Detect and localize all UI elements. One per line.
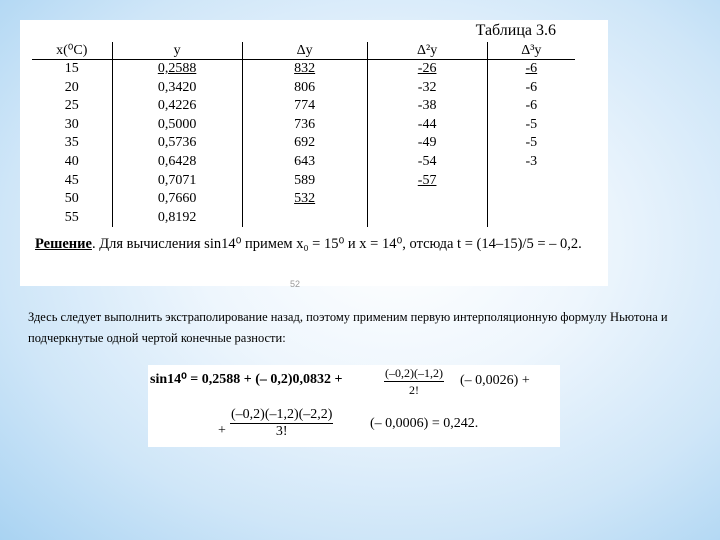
table-row [32, 79, 575, 98]
table-cell: -57 [367, 172, 487, 191]
fraction-1-denominator: 2! [408, 383, 419, 397]
table-cell: 643 [242, 153, 367, 172]
table-cell: -38 [367, 97, 487, 116]
differences-table [32, 42, 575, 227]
solution-body: . Для вычисления sin14⁰ примем x₀ = 15⁰ и x = 14⁰, отсюда t = (14–15)/5 = – 0,2. [91, 236, 582, 252]
table-cell: 0,3420 [112, 79, 242, 98]
table-cell: 0,5000 [112, 116, 242, 135]
table-cell: 30 [64, 116, 79, 132]
table-cell: 0,4226 [112, 97, 242, 116]
table-cell: 20 [64, 79, 79, 95]
solution-text [35, 233, 595, 255]
formula-fraction-1 [384, 365, 444, 398]
table-cell [367, 209, 487, 228]
solution-heading: Решение [35, 236, 92, 252]
page-number: 52 [290, 279, 301, 289]
table-cell: 50 [64, 191, 79, 207]
table-cell: -6 [487, 79, 575, 98]
table-cell: -32 [367, 79, 487, 98]
table-cell: -44 [367, 116, 487, 135]
table-cell [242, 209, 367, 228]
table-cell [487, 190, 575, 209]
fraction-2-denominator: 3! [275, 424, 288, 439]
header-x: x(⁰C) [32, 42, 112, 60]
formula-fraction-2 [230, 407, 333, 440]
header-d3y: Δ³y [487, 42, 575, 60]
table-row [32, 134, 575, 153]
table-row [32, 153, 575, 172]
table-cell: 35 [64, 135, 79, 151]
table-cell: -3 [487, 153, 575, 172]
table-cell: -54 [367, 153, 487, 172]
table-cell [487, 172, 575, 191]
table-row [32, 190, 575, 209]
table-cell: 0,6428 [112, 153, 242, 172]
table-cell: 532 [242, 190, 367, 209]
table-cell [487, 209, 575, 228]
formula-panel [148, 365, 560, 447]
table-row [32, 116, 575, 135]
table-row [32, 60, 575, 79]
table-cell: 0,7660 [112, 190, 242, 209]
table-cell: 806 [242, 79, 367, 98]
table-cell: 45 [64, 172, 79, 188]
header-y: y [112, 42, 242, 60]
explanation-paragraph: Здесь следует выполнить экстраполирование назад, поэтому применим первую интерполяционную формулу Ньютона и подчеркнутые одной чертой конечные разности: [28, 310, 668, 345]
table-cell: -26 [367, 60, 487, 79]
formula-term-1: (– 0,0026) + [460, 373, 530, 388]
table-cell: -6 [487, 97, 575, 116]
table-cell: -6 [487, 60, 575, 79]
table-cell: -5 [487, 116, 575, 135]
table-cell: 0,8192 [112, 209, 242, 228]
header-d2y: Δ²y [367, 42, 487, 60]
table-cell: 40 [64, 153, 79, 169]
formula-tail: (– 0,0006) = 0,242. [370, 416, 479, 431]
table-cell [367, 190, 487, 209]
fraction-1-numerator: (–0,2)(–1,2) [385, 366, 443, 380]
table-cell: 832 [242, 60, 367, 79]
table-cell: -5 [487, 134, 575, 153]
table-cell: 774 [242, 97, 367, 116]
table-caption: Таблица 3.6 [475, 22, 556, 39]
table-cell: 0,2588 [112, 60, 242, 79]
table-cell: 736 [242, 116, 367, 135]
table-row [32, 172, 575, 191]
table-body [32, 60, 575, 228]
table-row [32, 209, 575, 228]
formula-plus: + [218, 423, 226, 438]
table-cell: 25 [64, 98, 79, 114]
table-cell: 15 [64, 61, 79, 76]
table-cell: 0,5736 [112, 134, 242, 153]
fraction-2-numerator: (–0,2)(–1,2)(–2,2) [231, 407, 333, 422]
table-cell: 0,7071 [112, 172, 242, 191]
formula-line-1 [150, 371, 343, 388]
table-cell: 589 [242, 172, 367, 191]
table-header-row [32, 42, 575, 60]
table-panel [20, 20, 608, 286]
formula-lhs: sin14⁰ = 0,2588 + (– 0,2)0,0832 + [150, 372, 343, 387]
table-cell: 55 [64, 209, 79, 225]
header-dy: Δy [242, 42, 367, 60]
table-row [32, 97, 575, 116]
table-cell: -49 [367, 134, 487, 153]
table-cell: 692 [242, 134, 367, 153]
